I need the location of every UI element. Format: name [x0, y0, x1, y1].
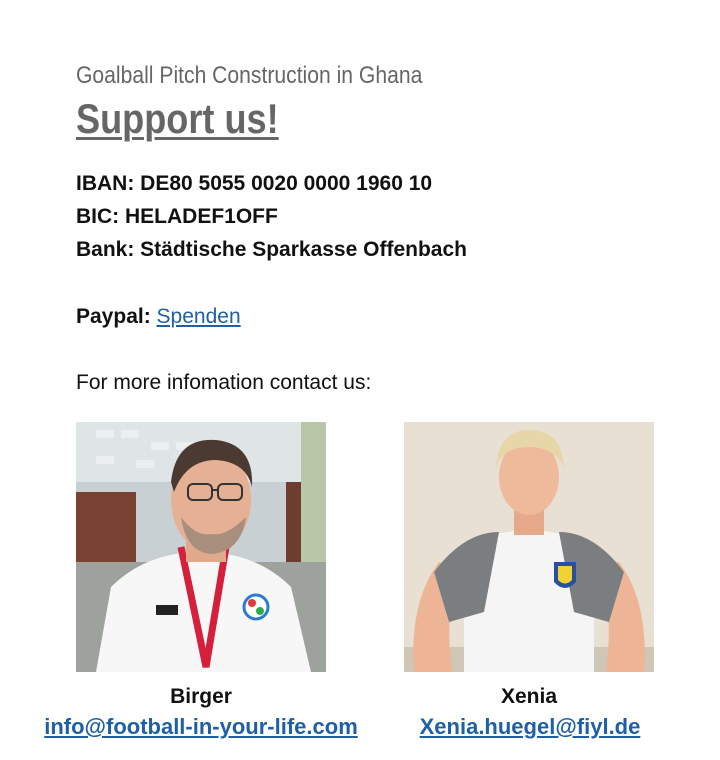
person-name-xenia: Xenia — [500, 685, 558, 708]
birger-photo-illustration — [76, 422, 326, 672]
birger-photo — [76, 422, 326, 672]
bank-name-text: Bank: Städtische Sparkasse Offenbach — [76, 238, 467, 261]
person-name-birger: Birger — [170, 685, 232, 708]
xenia-photo — [404, 422, 654, 672]
page-subtitle: Goalball Pitch Construction in Ghana — [76, 62, 423, 89]
email-link-xenia[interactable]: Xenia.huegel@fiyl.de — [419, 714, 641, 739]
bic-text: BIC: HELADEF1OFF — [76, 205, 278, 228]
iban-text: IBAN: DE80 5055 0020 0000 1960 10 — [76, 172, 433, 195]
contact-prompt: For more infomation contact us: — [76, 371, 372, 394]
paypal-label: Paypal: — [76, 305, 151, 328]
paypal-donate-link[interactable]: Spenden — [156, 305, 241, 328]
page-title: Support us! — [76, 95, 279, 142]
paypal-line — [76, 305, 241, 329]
email-link-birger[interactable]: info@football-in-your-life.com — [44, 714, 358, 739]
xenia-photo-illustration — [404, 422, 654, 672]
